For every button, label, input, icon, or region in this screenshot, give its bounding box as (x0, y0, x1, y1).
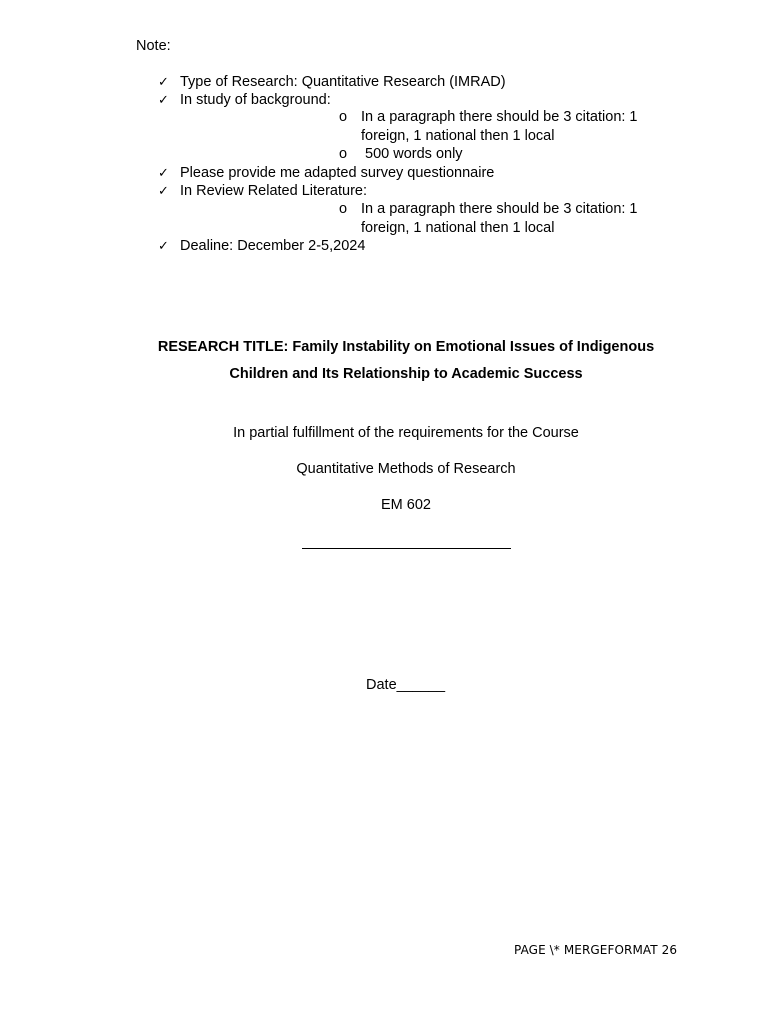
sub-item-text: In a paragraph there should be 3 citation: 1 foreign, 1 national then 1 local (361, 201, 638, 236)
checkmark-icon: ✓ (158, 93, 169, 108)
checklist-item-background (158, 91, 331, 110)
note-label: Note: (136, 38, 171, 54)
sub-item-word-count (339, 145, 661, 164)
checkmark-icon: ✓ (158, 239, 169, 254)
course-name: Quantitative Methods of Research (296, 461, 516, 477)
research-title (96, 334, 716, 388)
checklist-item-text: Type of Research: Quantitative Research (IMRAD) (180, 74, 506, 90)
checkmark-icon: ✓ (158, 75, 169, 90)
sub-item-rrl-citation (339, 200, 661, 237)
circle-bullet-icon: o (339, 146, 348, 162)
course-code: EM 602 (381, 497, 431, 513)
circle-bullet-icon: o (339, 109, 348, 125)
sub-item-background-citation (339, 108, 661, 145)
research-title-line-1: RESEARCH TITLE: Family Instability on Emotional Issues of Indigenous (157, 339, 655, 355)
page-footer-field: PAGE \* MERGEFORMAT 26 (514, 943, 678, 957)
signature-line (302, 548, 511, 549)
checkmark-icon: ✓ (158, 166, 169, 181)
fulfillment-statement: In partial fulfillment of the requirements for the Course (233, 425, 579, 441)
sub-item-text: 500 words only (361, 146, 463, 162)
checklist-item-text: In study of background: (180, 92, 331, 108)
checklist-item-text: Please provide me adapted survey questionnaire (180, 165, 495, 181)
research-title-line-2: Children and Its Relationship to Academic Success (229, 366, 583, 382)
checklist-item-text: Dealine: December 2-5,2024 (180, 238, 366, 254)
date-field: Date______ (366, 677, 446, 693)
checklist-item-research-type (158, 73, 506, 92)
checklist-item-questionnaire (158, 164, 494, 183)
checkmark-icon: ✓ (158, 184, 169, 199)
circle-bullet-icon: o (339, 201, 348, 217)
checklist-item-deadline (158, 237, 365, 256)
checklist-item-rrl (158, 182, 367, 201)
checklist-item-text: In Review Related Literature: (180, 183, 367, 199)
sub-item-text: In a paragraph there should be 3 citation: 1 foreign, 1 national then 1 local (361, 109, 638, 144)
